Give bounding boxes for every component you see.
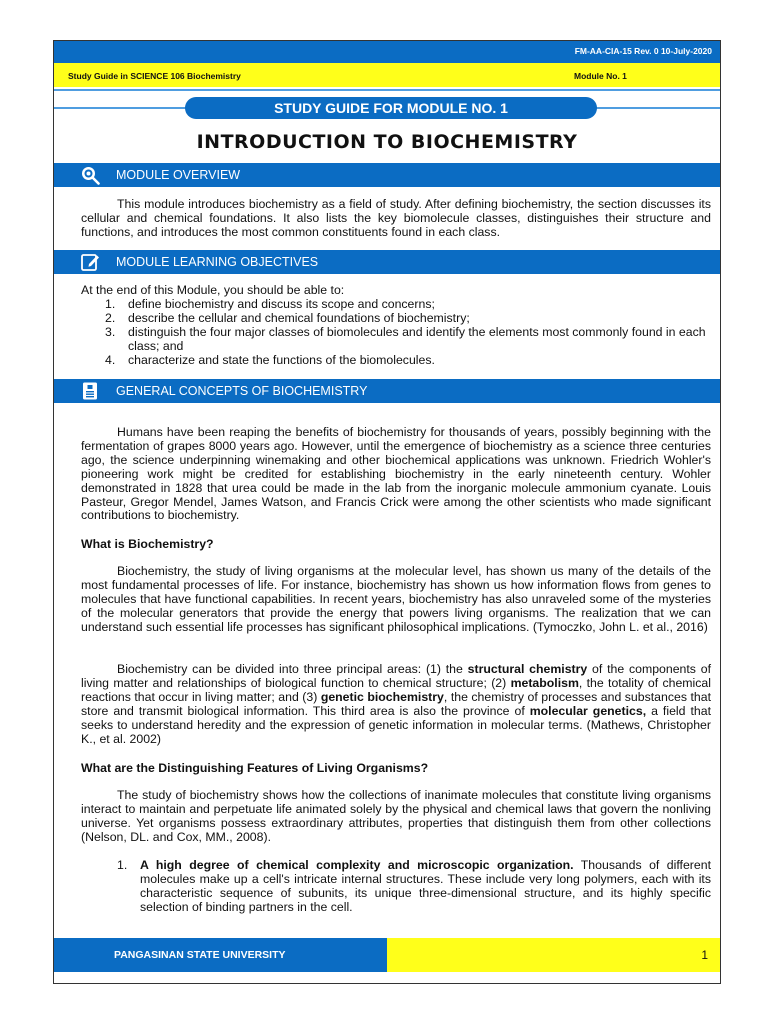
areas-paragraph: Biochemistry can be divided into three principal areas: (1) the structural chemistry of the components of living matter and relationships of biological function to chemical structure; (2) metabolism, the totality of chemical reactions that occur in living matter; and (3) genetic biochemistry, the chemistry of processes and substances that store and transmit biological information. This third area is also the province of molecular genetics, a field that seeks to understand heredity and the expression of genetic information in molecular terms. (Mathews, Christopher K., et al. 2002) [81, 662, 711, 746]
biochemistry-paragraph: Biochemistry, the study of living organisms at the molecular level, has shown us many of the details of the most fundamental processes of life. For instance, biochemistry has shown us how information flows from genes to molecules that have functional capabilities. In recent years, biochemistry has also unraveled some of the mysteries of the molecular generators that provide the energy that powers living organisms. The realization that we can understand such essential life processes has significant philosophical implications. (Tymoczko, John L. et al., 2016) [81, 564, 711, 634]
concepts-paragraph: Humans have been reaping the benefits of biochemistry for thousands of years, possibly beginning with the fermentation of grapes 8000 years ago. However, until the emergence of biochemistry as a science three centuries ago, the science underpinning winemaking and other biochemical applications was unknown. Friedrich Wohler's pioneering work might be credited for establishing biochemistry in the early nineteenth century. Wohler demonstrated in 1828 that urea could be made in the lab from the inorganic molecule ammonium cyanate. Louis Pasteur, Gregor Mendel, James Watson, and Francis Crick were among the other scientists who made significant contributions to biochemistry. [81, 425, 711, 523]
list-item: 4. characterize and state the functions of the biomolecules. [105, 352, 435, 367]
features-paragraph: The study of biochemistry shows how the collections of inanimate molecules that constitute living organisms interact to maintain and perpetuate life animated solely by the physical and chemical laws that govern the nonliving universe. Yet organisms possess extraordinary attributes, properties that distinguish them from other collections (Nelson, DL. and Cox, MM., 2008). [81, 788, 711, 844]
heading-distinguishing-features: What are the Distinguishing Features of Living Organisms? [81, 761, 429, 775]
header-divider [54, 89, 720, 91]
header-top-bar [54, 41, 720, 63]
footer-university-bar [54, 938, 387, 972]
page-number: 1 [701, 948, 708, 962]
section-header-concepts [54, 379, 720, 403]
header-guide-bar [54, 63, 720, 87]
edit-icon [80, 252, 100, 272]
document-icon [80, 381, 100, 401]
heading-what-is-biochemistry: What is Biochemistry? [81, 537, 214, 551]
objectives-intro: At the end of this Module, you should be able to: [81, 283, 345, 297]
document-page [53, 40, 721, 984]
list-item: 1. define biochemistry and discuss its scope and concerns; [105, 297, 435, 311]
guide-title: Study Guide in SCIENCE 106 Biochemistry [68, 71, 241, 81]
module-banner: STUDY GUIDE FOR MODULE NO. 1 [185, 97, 597, 119]
university-name: PANGASINAN STATE UNIVERSITY [114, 949, 286, 961]
section-label: MODULE OVERVIEW [116, 168, 241, 182]
objectives-list [81, 298, 711, 368]
footer-page-bar [387, 938, 720, 972]
module-number: Module No. 1 [574, 71, 627, 81]
form-code: FM-AA-CIA-15 Rev. 0 10-July-2020 [574, 46, 712, 56]
list-item: 3. distinguish the four major classes of biomolecules and identify the elements most commonly found in each class; and [105, 324, 706, 353]
section-label: GENERAL CONCEPTS OF BIOCHEMISTRY [116, 384, 368, 398]
section-label: MODULE LEARNING OBJECTIVES [116, 255, 319, 269]
overview-text: This module introduces biochemistry as a field of study. After defining biochemistry, the section discusses its cellular and chemical foundations. It also lists the key biomolecule classes, distinguishes their structure and functions, and introduces the most common constituents found in each class. [81, 197, 711, 239]
feature-item: 1. A high degree of chemical complexity and microscopic organization. Thousands of different molecules make up a cell's intricate internal structures. These include very long polymers, each with its characteristic sequence of subunits, its unique three-dimensional structure, and its highly specific selection of binding partners in the cell. [117, 858, 711, 914]
magnifier-icon [80, 165, 100, 185]
list-item: 2. describe the cellular and chemical foundations of biochemistry; [105, 310, 470, 325]
page-title: INTRODUCTION TO BIOCHEMISTRY [196, 131, 578, 153]
section-header-objectives [54, 250, 720, 274]
section-header-overview [54, 163, 720, 187]
